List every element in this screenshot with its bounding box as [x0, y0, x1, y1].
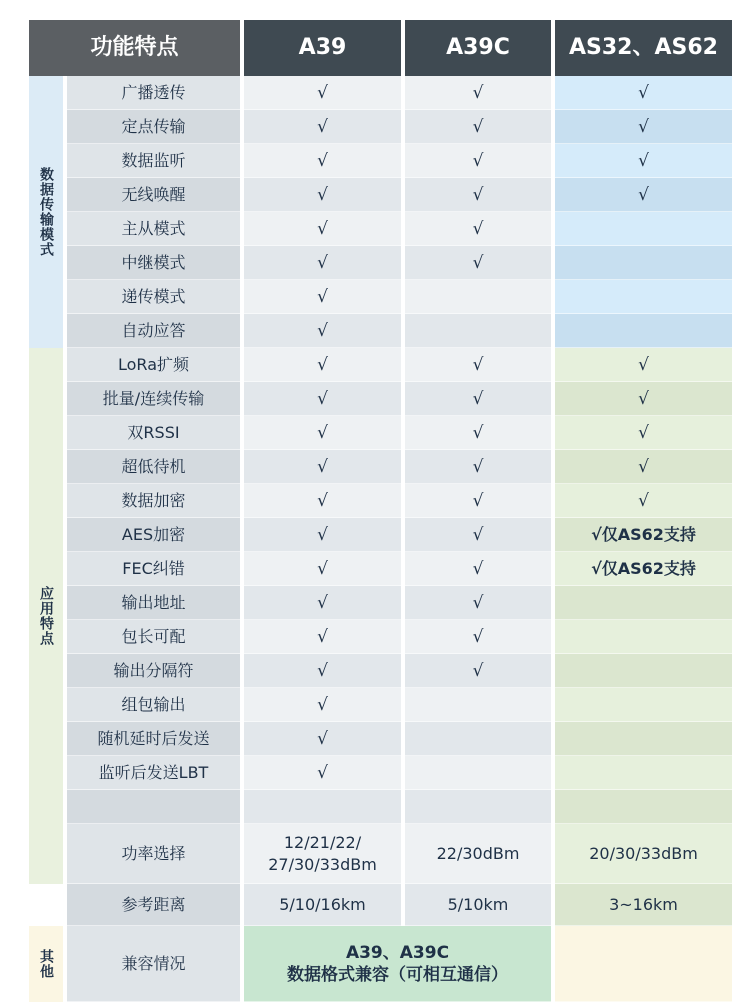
feature-name: 双RSSI [67, 416, 240, 450]
feature-name: 数据监听 [67, 144, 240, 178]
as-compat-empty [555, 926, 732, 1002]
feature-name-compat: 兼容情况 [67, 926, 240, 1002]
compat-line1: A39、A39C [345, 942, 450, 963]
as-check [555, 654, 732, 688]
as-check: √ [555, 382, 732, 416]
feature-name-distance: 参考距离 [67, 884, 240, 926]
a39c-check [405, 756, 551, 790]
as-check [555, 688, 732, 722]
header-as32-as62: AS32、AS62 [555, 20, 732, 76]
feature-name: 自动应答 [67, 314, 240, 348]
a39c-check: √ [405, 518, 551, 552]
spacer-cell [244, 790, 401, 824]
a39c-check: √ [405, 110, 551, 144]
a39-check: √ [244, 382, 401, 416]
a39c-check: √ [405, 552, 551, 586]
feature-name: 随机延时后发送 [67, 722, 240, 756]
header-feature: 功能特点 [29, 20, 240, 76]
a39c-check: √ [405, 178, 551, 212]
a39-power-line2: 27/30/33dBm [268, 854, 377, 874]
feature-name: FEC纠错 [67, 552, 240, 586]
feature-name: 超低待机 [67, 450, 240, 484]
feature-name: 主从模式 [67, 212, 240, 246]
a39c-check: √ [405, 76, 551, 110]
a39c-check: √ [405, 382, 551, 416]
a39-check: √ [244, 552, 401, 586]
feature-name: 组包输出 [67, 688, 240, 722]
a39-distance: 5/10/16km [244, 884, 401, 926]
a39-check: √ [244, 688, 401, 722]
feature-name: 无线唤醒 [67, 178, 240, 212]
a39c-check: √ [405, 586, 551, 620]
as-check [555, 246, 732, 280]
as-check: √ [555, 348, 732, 382]
spacer-cell [405, 790, 551, 824]
a39c-check [405, 314, 551, 348]
compat-line2: 数据格式兼容（可相互通信） [287, 964, 508, 985]
a39c-check [405, 280, 551, 314]
as-power: 20/30/33dBm [555, 824, 732, 884]
a39-check: √ [244, 620, 401, 654]
a39-check: √ [244, 314, 401, 348]
header-a39c: A39C [405, 20, 551, 76]
a39-check: √ [244, 246, 401, 280]
a39c-check: √ [405, 416, 551, 450]
feature-name: LoRa扩频 [67, 348, 240, 382]
feature-name-power: 功率选择 [67, 824, 240, 884]
as-check [555, 620, 732, 654]
a39-check: √ [244, 76, 401, 110]
a39-check: √ [244, 484, 401, 518]
as-check: √ [555, 450, 732, 484]
compat-note [244, 926, 551, 1002]
as-check [555, 722, 732, 756]
feature-name: 包长可配 [67, 620, 240, 654]
a39-check: √ [244, 586, 401, 620]
a39c-check: √ [405, 212, 551, 246]
a39-check: √ [244, 518, 401, 552]
a39c-check: √ [405, 144, 551, 178]
a39-check: √ [244, 178, 401, 212]
a39c-check: √ [405, 348, 551, 382]
a39c-check: √ [405, 620, 551, 654]
a39-power-line1: 12/21/22/ [283, 832, 362, 852]
feature-name: AES加密 [67, 518, 240, 552]
as-check: √仅AS62支持 [555, 552, 732, 586]
as-check: √仅AS62支持 [555, 518, 732, 552]
feature-name: 监听后发送LBT [67, 756, 240, 790]
as-check: √ [555, 484, 732, 518]
as-check [555, 280, 732, 314]
a39-check: √ [244, 144, 401, 178]
a39c-power: 22/30dBm [405, 824, 551, 884]
feature-name: 定点传输 [67, 110, 240, 144]
a39-power [244, 824, 401, 884]
a39c-check [405, 722, 551, 756]
a39-check: √ [244, 212, 401, 246]
feature-name: 批量/连续传输 [67, 382, 240, 416]
as-check [555, 586, 732, 620]
as-check [555, 212, 732, 246]
a39-check: √ [244, 756, 401, 790]
feature-name: 广播透传 [67, 76, 240, 110]
as-check: √ [555, 110, 732, 144]
as-check: √ [555, 144, 732, 178]
as-check: √ [555, 178, 732, 212]
a39c-check: √ [405, 450, 551, 484]
as-distance: 3~16km [555, 884, 732, 926]
group-other: 其他 [29, 926, 63, 1002]
a39-check: √ [244, 450, 401, 484]
group-data-transfer-mode: 数据传输模式 [29, 76, 63, 348]
spacer-cell [67, 790, 240, 824]
a39c-check: √ [405, 246, 551, 280]
a39-check: √ [244, 280, 401, 314]
feature-name: 递传模式 [67, 280, 240, 314]
header-a39: A39 [244, 20, 401, 76]
a39-check: √ [244, 348, 401, 382]
feature-comparison-table [29, 20, 732, 1002]
a39c-check: √ [405, 484, 551, 518]
spacer-cell [555, 790, 732, 824]
feature-name: 输出地址 [67, 586, 240, 620]
feature-name: 中继模式 [67, 246, 240, 280]
as-check [555, 756, 732, 790]
a39c-distance: 5/10km [405, 884, 551, 926]
a39-check: √ [244, 654, 401, 688]
as-check: √ [555, 76, 732, 110]
feature-name: 数据加密 [67, 484, 240, 518]
feature-name: 输出分隔符 [67, 654, 240, 688]
a39c-check: √ [405, 654, 551, 688]
a39c-check [405, 688, 551, 722]
a39-check: √ [244, 416, 401, 450]
a39-check: √ [244, 722, 401, 756]
as-check [555, 314, 732, 348]
as-check: √ [555, 416, 732, 450]
group-application-features: 应用特点 [29, 348, 63, 884]
a39-check: √ [244, 110, 401, 144]
